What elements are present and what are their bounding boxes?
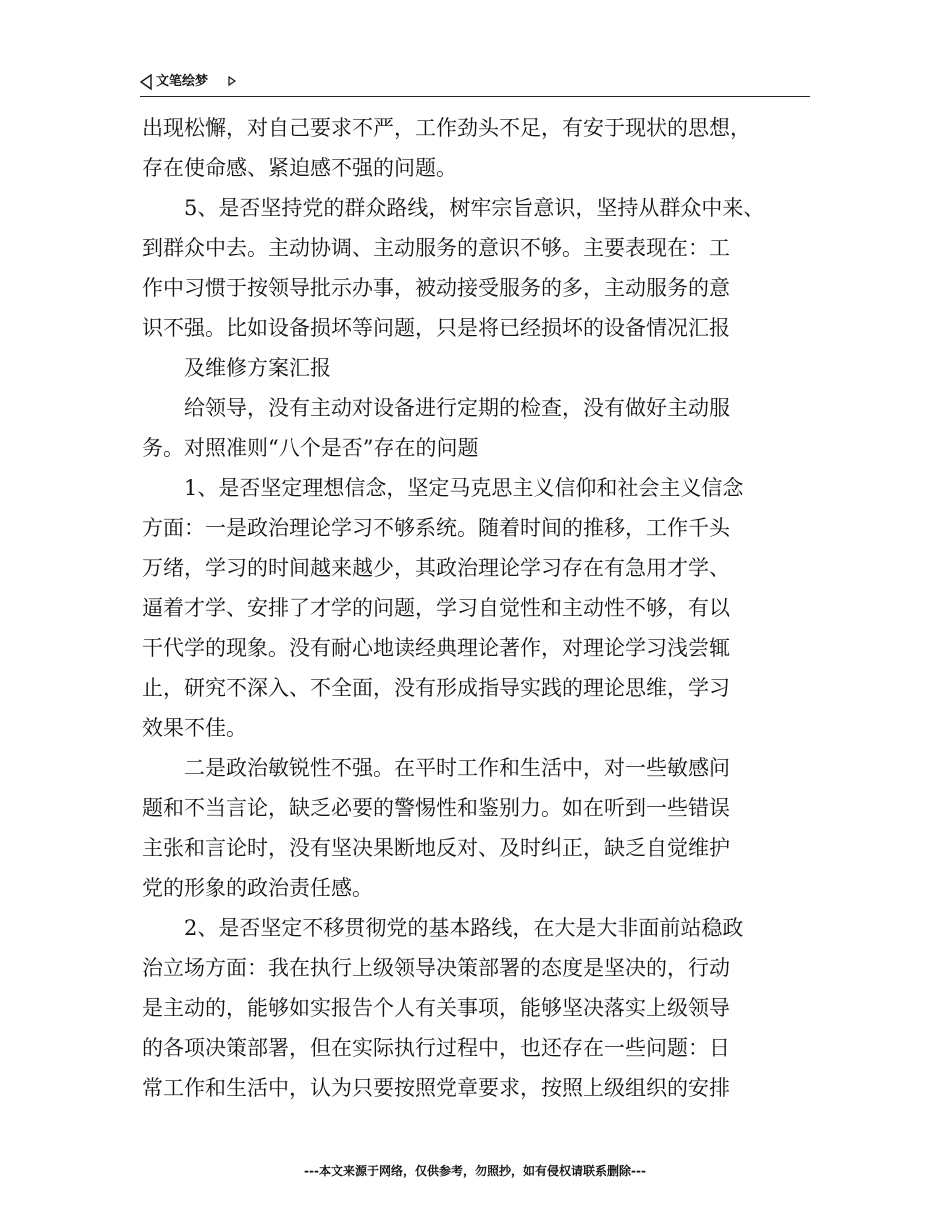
- text-line: 题和不当言论，缺乏必要的警惕性和鉴别力。如在听到一些错误: [142, 796, 730, 820]
- text-line: 万绪，学习的时间越来越少，其政治理论学习存在有急用才学、: [142, 556, 730, 580]
- text-line: 识不强。比如设备损坏等问题，只是将已经损坏的设备情况汇报: [142, 316, 730, 340]
- page-header: [140, 72, 810, 97]
- text-line: 1、是否坚定理想信念，坚定马克思主义信仰和社会主义信念: [184, 476, 744, 500]
- text-line: 的各项决策部署，但在实际执行过程中，也还存在一些问题：日: [142, 1036, 730, 1060]
- text-line: 到群众中去。主动协调、主动服务的意识不够。主要表现在：工: [142, 236, 730, 260]
- text-line: 效果不佳。: [142, 716, 247, 740]
- text-line: 务。对照准则“八个是否”存在的问题: [142, 436, 479, 460]
- text-line: 治立场方面：我在执行上级领导决策部署的态度是坚决的，行动: [142, 956, 730, 980]
- text-line: 止，研究不深入、不全面，没有形成指导实践的理论思维，学习: [142, 676, 730, 700]
- text-line: 是主动的，能够如实报告个人有关事项，能够坚决落实上级领导: [142, 996, 730, 1020]
- text-line: 主张和言论时，没有坚决果断地反对、及时纠正，缺乏自觉维护: [142, 836, 730, 860]
- text-line: 作中习惯于按领导批示办事，被动接受服务的多，主动服务的意: [142, 276, 730, 300]
- text-line: 给领导，没有主动对设备进行定期的检查，没有做好主动服: [184, 396, 730, 420]
- triangle-left-icon: [140, 74, 152, 90]
- document-body: [142, 108, 812, 1108]
- text-line: 党的形象的政治责任感。: [142, 876, 373, 900]
- header-brand: 文笔绘梦: [156, 74, 209, 89]
- text-line: 干代学的现象。没有耐心地读经典理论著作，对理论学习浅尝辄: [142, 636, 730, 660]
- text-line: 逼着才学、安排了才学的问题，学习自觉性和主动性不够，有以: [142, 596, 730, 620]
- text-line: 二是政治敏锐性不强。在平时工作和生活中，对一些敏感问: [184, 756, 730, 780]
- text-line: 及维修方案汇报: [184, 356, 331, 380]
- text-line: 出现松懈，对自己要求不严，工作劲头不足，有安于现状的思想，: [142, 116, 751, 140]
- page-footer: ---本文来源于网络，仅供参考，勿照抄，如有侵权请联系删除---: [304, 1164, 646, 1178]
- text-line: 存在使命感、紧迫感不强的问题。: [142, 156, 457, 180]
- text-line: 5、是否坚持党的群众路线，树牢宗旨意识，坚持从群众中来、: [184, 196, 765, 220]
- text-line: 2、是否坚定不移贯彻党的基本路线，在大是大非面前站稳政: [184, 916, 744, 940]
- text-line: 常工作和生活中，认为只要按照党章要求，按照上级组织的安排: [142, 1076, 730, 1100]
- triangle-right-icon: [228, 76, 236, 86]
- text-line: 方面：一是政治理论学习不够系统。随着时间的推移，工作千头: [142, 516, 730, 540]
